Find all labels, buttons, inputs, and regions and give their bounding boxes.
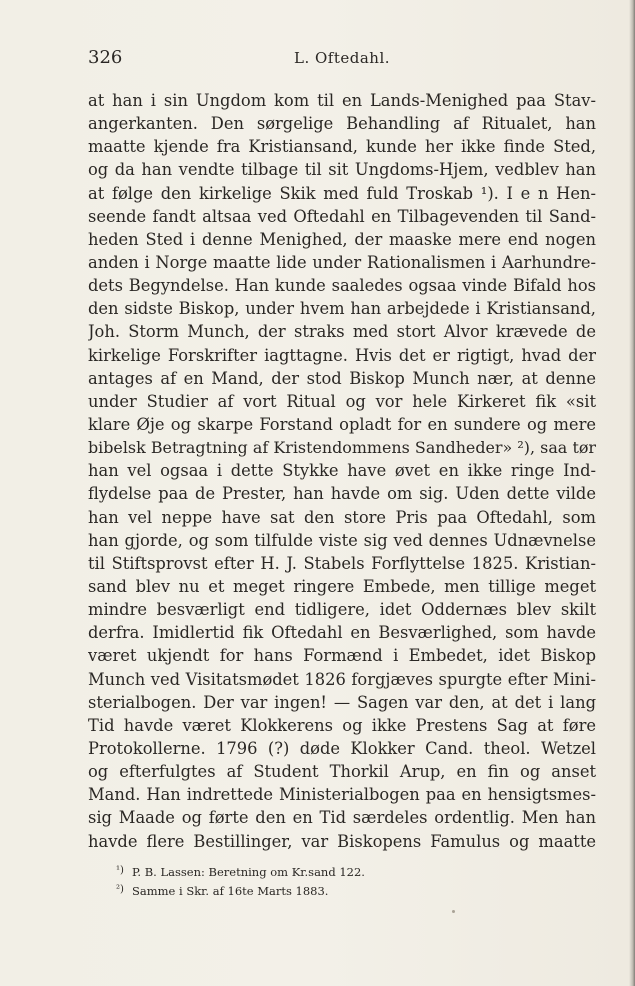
text-line: han vel ogsaa i dette Stykke have øvet en ikke ringe Ind-: [88, 461, 596, 481]
footnote: [116, 881, 536, 900]
text-line: Munch ved Visitatsmødet 1826 forgjæves spurgte efter Mini-: [88, 669, 596, 689]
text-line: den sidste Biskop, under hvem han arbejdede i Kristiansand,: [88, 299, 596, 319]
text-line: Mand. Han indrettede Ministerialbogen paa en hensigtsmes-: [88, 785, 596, 805]
text-line: sterialbogen. Der var ingen! — Sagen var den, at det i lang: [88, 692, 596, 712]
page-edge-shadow: [629, 0, 635, 986]
footnote-text: Samme i Skr. af 16te Marts 1883.: [132, 884, 329, 898]
footnote-text: P. B. Lassen: Beretning om Kr.sand 122.: [132, 865, 365, 879]
text-line: derfra. Imidlertid fik Oftedahl en Besværlighed, som havde: [88, 623, 596, 643]
text-line: heden Sted i denne Menighed, der maaske mere end nogen: [88, 229, 596, 249]
text-line: til Stiftsprovst efter H. J. Stabels Forflyttelse 1825. Kristian-: [88, 553, 596, 573]
footnotes: [116, 862, 536, 900]
text-line: antages af en Mand, der stod Biskop Munch nær, at denne: [88, 368, 596, 388]
running-title: L. Oftedahl.: [293, 49, 391, 67]
text-line: kirkelige Forskrifter iagttagne. Hvis det er rigtigt, hvad der: [88, 345, 596, 365]
text-line: anden i Norge maatte lide under Rationalismen i Aarhundre-: [88, 252, 596, 272]
text-line: bibelsk Betragtning af Kristendommens Sandheder» ²), saa tør: [88, 438, 596, 458]
text-line: klare Øje og skarpe Forstand opladt for en sundere og mere: [88, 414, 596, 434]
text-line: under Studier af vort Ritual og vor hele Kirkeret fik «sit: [88, 391, 596, 411]
text-line: sand blev nu et meget ringere Embede, men tillige meget: [88, 576, 596, 596]
text-line: angerkanten. Den sørgelige Behandling af Ritualet, han: [88, 114, 596, 134]
text-line: at følge den kirkelige Skik med fuld Troskab ¹). I e n Hen-: [88, 183, 596, 203]
text-line: mindre besværligt end tidligere, idet Oddernæs blev skilt: [88, 600, 596, 620]
text-line: flydelse paa de Prester, han havde om sig. Uden dette vilde: [88, 484, 596, 504]
text-line: at han i sin Ungdom kom til en Lands-Menighed paa Stav-: [88, 91, 596, 110]
body-text: [88, 89, 596, 853]
text-line: maatte kjende fra Kristiansand, kunde her ikke finde Sted,: [88, 137, 596, 157]
text-line: Joh. Storm Munch, der straks med stort Alvor krævede de: [88, 322, 596, 342]
footnote-mark: ²): [116, 884, 124, 895]
footnote-mark: ¹): [116, 865, 124, 876]
text-line: sig Maade og førte den en Tid særdeles ordentlig. Men han: [88, 808, 596, 828]
paper-speck: [452, 910, 455, 913]
text-line: Tid havde været Klokkerens og ikke Prestens Sag at føre: [88, 715, 596, 735]
footnote: [116, 862, 536, 881]
text-line: dets Begyndelse. Han kunde saaledes ogsaa vinde Bifald hos: [88, 276, 596, 296]
text-line: han gjorde, og som tilfulde viste sig ved dennes Udnævnelse: [88, 530, 596, 550]
text-line: og da han vendte tilbage til sit Ungdoms-Hjem, vedblev han: [88, 160, 596, 180]
text-line: og efterfulgtes af Student Thorkil Arup, en fin og anset: [88, 762, 596, 782]
text-line: han vel neppe have sat den store Pris paa Oftedahl, som: [88, 507, 596, 527]
text-line: havde flere Bestillinger, var Biskopens Famulus og maatte: [88, 831, 596, 851]
text-line: seende fandt altsaa ved Oftedahl en Tilbagevenden til Sand-: [88, 206, 596, 226]
page-number: 326: [88, 47, 123, 68]
text-line: Protokollerne. 1796 (?) døde Klokker Cand. theol. Wetzel: [88, 738, 596, 758]
text-line: været ukjendt for hans Formænd i Embedet, idet Biskop: [88, 646, 596, 666]
running-head: [88, 46, 596, 70]
